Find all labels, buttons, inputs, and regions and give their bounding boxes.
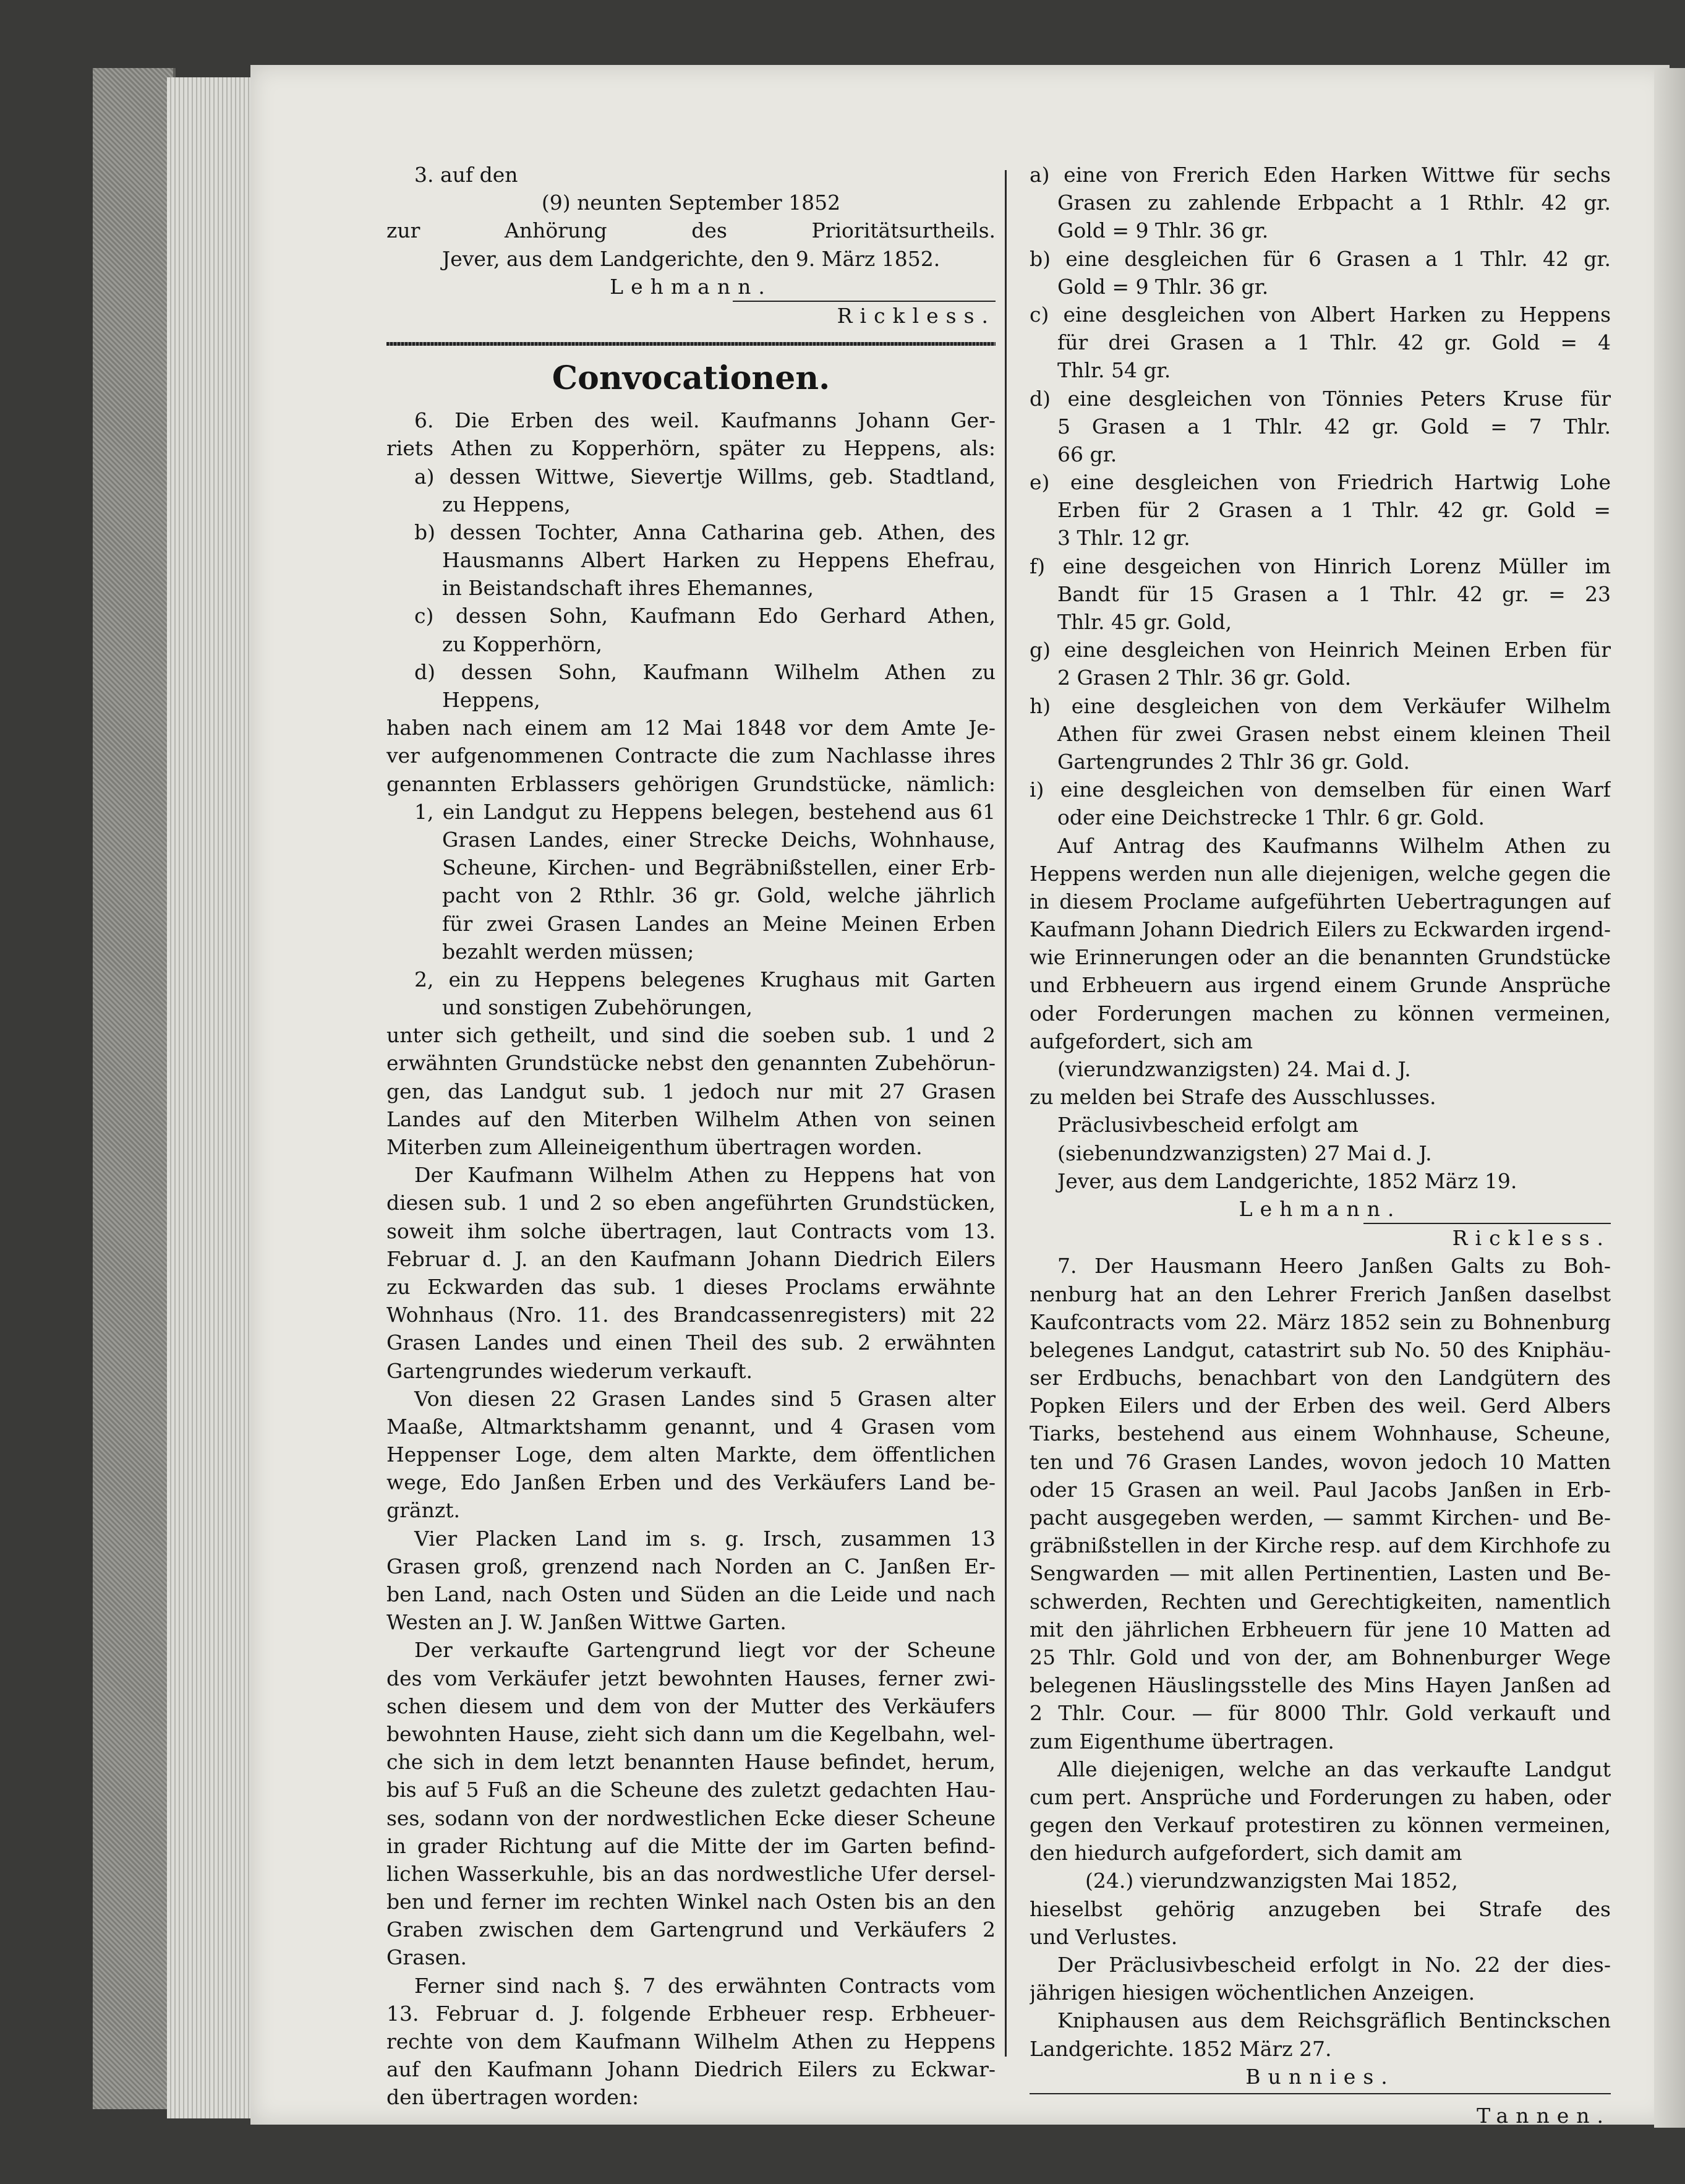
text-line: Thlr. 54 gr. — [1057, 358, 1171, 383]
text-line: 66 gr. — [1057, 442, 1117, 466]
column-divider — [1005, 170, 1007, 2057]
signature-rickless: Rickless. — [1452, 1226, 1611, 1251]
text-line: (24.) vierundzwanzigsten Mai 1852, — [1085, 1869, 1458, 1893]
text-line: Tiarks, bestehend aus einem Wohnhause, Scheune, — [1030, 1421, 1611, 1446]
text-line: oder eine Deichstrecke 1 Thlr. 6 gr. Gold. — [1057, 805, 1485, 830]
text-line: zu Heppens, — [442, 492, 571, 516]
text-line: a) dessen Wittwe, Sievertje Willms, geb. Stadtland, — [414, 464, 996, 489]
text-line: ses, sodann von der nordwestlichen Ecke dieser Scheune — [386, 1805, 996, 1830]
text-line: che sich in dem letzt benannten Hause befindet, herum, — [386, 1750, 996, 1775]
text-line: nenburg hat an den Lehrer Frerich Janßen daselbst — [1030, 1282, 1611, 1306]
text-line: d) eine desgleichen von Tönnies Peters Kruse für — [1030, 386, 1611, 411]
text-line: f) eine desgeichen von Hinrich Lorenz Müller im — [1030, 554, 1611, 578]
text-line: 2 Thlr. Cour. — für 8000 Thlr. Gold verkauft und — [1030, 1701, 1611, 1726]
text-line: Gartengrundes wiederum verkauft. — [386, 1358, 753, 1383]
text-line: in grader Richtung auf die Mitte der im Garten befind- — [386, 1833, 996, 1858]
text-line: pacht ausgegeben werden, — sammt Kirchen- und Be- — [1030, 1505, 1611, 1530]
convocation-7-text — [1030, 1252, 1611, 2062]
text-line: jährigen hiesigen wöchentlichen Anzeigen. — [1030, 1981, 1475, 2005]
text-line: Auf Antrag des Kaufmanns Wilhelm Athen zu — [1057, 833, 1611, 858]
text-line: Heppens werden nun alle diejenigen, welche gegen die — [1030, 861, 1611, 886]
text-line: Gold = 9 Thlr. 36 gr. — [1057, 274, 1269, 299]
text-line: Kaufmann Johann Diedrich Eilers zu Eckwarden irgend- — [1030, 917, 1611, 942]
signature-rickless: Rickless. — [837, 303, 996, 328]
text-line: Erben für 2 Grasen a 1 Thlr. 42 gr. Gold = — [1057, 498, 1611, 523]
text-line: Der Kaufmann Wilhelm Athen zu Heppens hat von — [414, 1163, 996, 1188]
text-line: rechte von dem Kaufmann Wilhelm Athen zu Heppens — [386, 2029, 996, 2053]
text-line: in Beistandschaft ihres Ehemannes, — [442, 576, 814, 601]
text-line: für zwei Grasen Landes an Meine Meinen Erben — [442, 911, 996, 936]
text-line: Bandt für 15 Grasen a 1 Thlr. 42 gr. = 23 — [1057, 581, 1611, 606]
text-line: 13. Februar d. J. folgende Erbheuer resp. Erbheuer- — [386, 2001, 996, 2026]
text-line: Grasen Landes und einen Theil des sub. 2 erwähnten — [386, 1330, 996, 1355]
text-line: Athen für zwei Grasen nebst einem kleinen Theil — [1057, 721, 1611, 746]
text-line: ten und 76 Grasen Landes, wovon jedoch 10 Matten — [1030, 1449, 1611, 1474]
text-line: Der verkaufte Gartengrund liegt vor der Scheune — [414, 1638, 996, 1663]
text-line: c) eine desgleichen von Albert Harken zu Heppens — [1030, 302, 1611, 327]
text-line: und Erbheuern aus irgend einem Grunde Ansprüche — [1030, 973, 1611, 998]
text-line: auf den Kaufmann Johann Diedrich Eilers zu Eckwar- — [386, 2057, 996, 2082]
text-line: ver aufgenommenen Contracte die zum Nachlasse ihres — [386, 743, 996, 768]
page-gutter — [1654, 68, 1685, 2128]
text-line: zu Kopperhörn, — [442, 632, 602, 656]
text-line: Kniphausen aus dem Reichsgräflich Bentinckschen — [1057, 2008, 1611, 2033]
text-line: bis auf 5 Fuß an die Scheune des zuletzt gedachten Hau- — [386, 1778, 996, 1802]
right-column — [1030, 161, 1611, 2130]
text-line: soweit ihm solche übertragen, laut Contracts vom 13. — [386, 1218, 996, 1243]
text-line: ben Land, nach Osten und Süden an die Leide und nach — [386, 1582, 996, 1606]
text-line: in diesem Proclame aufgeführten Uebertragungen auf — [1030, 889, 1611, 914]
text-line: h) eine desgleichen von dem Verkäufer Wilhelm — [1030, 693, 1611, 718]
text-line: unter sich getheilt, und sind die soeben sub. 1 und 2 — [386, 1023, 996, 1048]
text-line: Alle diejenigen, welche an das verkaufte Landgut — [1057, 1757, 1611, 1781]
text-line: Westen an J. W. Janßen Wittwe Garten. — [386, 1610, 787, 1635]
text-line: aufgefordert, sich am — [1030, 1029, 1253, 1053]
text-line: Wohnhaus (Nro. 11. des Brandcassenregisters) mit 22 — [386, 1303, 996, 1327]
text-line: g) eine desgleichen von Heinrich Meinen Erben für — [1030, 638, 1611, 662]
section-divider — [386, 342, 996, 346]
text-line: Miterben zum Alleineigenthum übertragen worden. — [386, 1135, 923, 1159]
text-line: gränzt. — [386, 1498, 460, 1523]
text-line: b) eine desgleichen für 6 Grasen a 1 Thlr. 42 gr. — [1030, 246, 1611, 271]
text-line: 3. auf den — [414, 163, 518, 187]
text-line: zu Eckwarden das sub. 1 dieses Proclams erwähnte — [386, 1274, 996, 1299]
text-line: 3 Thlr. 12 gr. — [1057, 526, 1190, 550]
text-line: Von diesen 22 Grasen Landes sind 5 Grasen alter — [414, 1386, 996, 1411]
signature-bunnies: Bunnies. — [1245, 2064, 1395, 2089]
book-cover-edge — [93, 68, 176, 2109]
section-heading: Convocationen. — [552, 359, 830, 398]
text-line: Heppenser Loge, dem alten Markte, dem öffentlichen — [386, 1442, 996, 1467]
text-line: i) eine desgleichen von demselben für einen Warf — [1030, 777, 1611, 802]
text-line: mit den jährlichen Erbheuern für jene 10 Matten ad — [1030, 1617, 1611, 1642]
text-line: für drei Grasen a 1 Thlr. 42 gr. Gold = 4 — [1057, 330, 1611, 355]
text-line: d) dessen Sohn, Kaufmann Wilhelm Athen zu — [414, 659, 996, 684]
text-line: Landes auf den Miterben Wilhelm Athen von seinen — [386, 1107, 996, 1131]
text-line: zum Eigenthume übertragen. — [1030, 1729, 1334, 1754]
text-line: 7. Der Hausmann Heero Janßen Galts zu Boh- — [1057, 1254, 1611, 1278]
text-line: (siebenundzwanzigsten) 27 Mai d. J. — [1057, 1141, 1432, 1165]
text-line: schwerden, Rechten und Gerechtigkeiten, namentlich — [1030, 1589, 1611, 1614]
text-line: 2, ein zu Heppens belegenes Krughaus mit Garten — [414, 967, 996, 991]
text-line: diesen sub. 1 und 2 so eben angeführten Grundstücken, — [386, 1191, 996, 1215]
text-line: oder 15 Grasen an weil. Paul Jacobs Janßen in Erb- — [1030, 1477, 1611, 1502]
signature-lehmann: Lehmann. — [1239, 1196, 1402, 1221]
text-line: bewohnten Hause, zieht sich dann um die Kegelbahn, wel- — [386, 1721, 996, 1746]
text-line: e) eine desgleichen von Friedrich Hartwig Lohe — [1030, 470, 1611, 495]
text-line: pacht von 2 Rthlr. 36 gr. Gold, welche jährlich — [442, 883, 996, 908]
text-line: Vier Placken Land im s. g. Irsch, zusammen 13 — [414, 1526, 996, 1551]
text-line: den übertragen worden: — [386, 2085, 639, 2110]
text-line: Gartengrundes 2 Thlr 36 gr. Gold. — [1057, 749, 1410, 774]
signature-tannen: Tannen. — [1477, 2103, 1611, 2128]
text-line: wie Erinnerungen oder an die benannten Grundstücke — [1030, 945, 1611, 970]
text-line: Februar d. J. an den Kaufmann Johann Diedrich Eilers — [386, 1246, 996, 1271]
convocation-6-text — [386, 406, 996, 2111]
text-line: Grasen zu zahlende Erbpacht a 1 Rthlr. 42 gr. — [1057, 191, 1611, 215]
text-line: (9) neunten September 1852 — [541, 191, 841, 215]
text-line: des vom Verkäufer jetzt bewohnten Hauses, ferner zwi- — [386, 1666, 996, 1690]
signature-lehmann: Lehmann. — [610, 274, 772, 299]
text-line: ben und ferner im rechten Winkel nach Osten bis an den — [386, 1890, 996, 1914]
text-line: Graben zwischen dem Gartengrund und Verkäufers 2 — [386, 1917, 996, 1942]
text-line: Kaufcontracts vom 22. März 1852 sein zu Bohnenburg — [1030, 1309, 1611, 1334]
text-line: Maaße, Altmarktshamm genannt, und 4 Grasen vom — [386, 1414, 996, 1439]
text-line: belegenen Häuslingsstelle des Mins Hayen Janßen ad — [1030, 1673, 1611, 1698]
text-line: den hiedurch aufgefordert, sich damit am — [1030, 1841, 1462, 1865]
text-line: Jever, aus dem Landgerichte, den 9. März 1852. — [442, 246, 941, 271]
text-line: wege, Edo Janßen Erben und des Verkäufers Land be- — [386, 1470, 996, 1495]
text-line: zur Anhörung des Prioritätsurtheils. — [386, 218, 996, 243]
text-line: riets Athen zu Kopperhörn, später zu Heppens, als: — [386, 436, 996, 461]
text-line: und Verlustes. — [1030, 1924, 1178, 1949]
text-line: gräbnißstellen in der Kirche resp. auf dem Kirchhofe zu — [1030, 1533, 1611, 1558]
text-line: Landgerichte. 1852 März 27. — [1030, 2036, 1332, 2061]
text-line: a) eine von Frerich Eden Harken Wittwe für sechs — [1030, 163, 1611, 187]
text-line: Sengwarden — mit allen Pertinentien, Lasten und Be- — [1030, 1561, 1611, 1586]
text-line: und sonstigen Zubehörungen, — [442, 995, 753, 1020]
text-line: Der Präclusivbescheid erfolgt in No. 22 der dies- — [1057, 1953, 1611, 1977]
text-line: Grasen Landes, einer Strecke Deichs, Wohnhause, — [442, 827, 996, 852]
text-line: (vierundzwanzigsten) 24. Mai d. J. — [1057, 1057, 1411, 1081]
text-line: oder Forderungen machen zu können vermeinen, — [1030, 1001, 1611, 1026]
text-line: 1, ein Landgut zu Heppens belegen, bestehend aus 61 — [414, 799, 996, 824]
left-column — [386, 161, 996, 2112]
text-line: b) dessen Tochter, Anna Catharina geb. Athen, des — [414, 520, 996, 544]
text-line: Heppens, — [442, 688, 540, 712]
text-line: gen, das Landgut sub. 1 jedoch nur mit 27 Grasen — [386, 1079, 996, 1103]
signature-rule — [1030, 2093, 1611, 2094]
text-line: Thlr. 45 gr. Gold, — [1057, 610, 1232, 634]
text-line: Präclusivbescheid erfolgt am — [1057, 1113, 1359, 1137]
text-line: ser Erdbuchs, benachbart von den Landgütern des — [1030, 1366, 1611, 1390]
text-line: c) dessen Sohn, Kaufmann Edo Gerhard Athen, — [414, 604, 996, 628]
text-line: Grasen. — [386, 1945, 467, 1970]
text-line: haben nach einem am 12 Mai 1848 vor dem Amte Je- — [386, 716, 996, 740]
text-line: 6. Die Erben des weil. Kaufmanns Johann Ger- — [414, 408, 996, 433]
text-line: belegenes Landgut, catastrirt sub No. 50 des Kniphäu- — [1030, 1337, 1611, 1362]
text-line: Hausmanns Albert Harken zu Heppens Ehefrau, — [442, 548, 996, 573]
text-line: schen diesem und dem von der Mutter des Verkäufers — [386, 1694, 996, 1718]
text-line: erwähnten Grundstücke nebst den genannten Zubehörun- — [386, 1051, 996, 1076]
text-line: gegen den Verkauf protestiren zu können vermeinen, — [1030, 1813, 1611, 1838]
text-line: Grasen groß, grenzend nach Norden an C. Janßen Er- — [386, 1554, 996, 1578]
text-line: 25 Thlr. Gold und von der, am Bohnenburger Wege — [1030, 1645, 1611, 1669]
text-line: 5 Grasen a 1 Thlr. 42 gr. Gold = 7 Thlr. — [1057, 414, 1611, 439]
text-line: genannten Erblassers gehörigen Grundstücke, nämlich: — [386, 771, 996, 796]
text-line: bezahlt werden müssen; — [442, 939, 694, 964]
text-line: Scheune, Kirchen- und Begräbnißstellen, einer Erb- — [442, 855, 996, 880]
text-line: cum pert. Ansprüche und Forderungen zu haben, oder — [1030, 1784, 1611, 1809]
text-line: Gold = 9 Thlr. 36 gr. — [1057, 218, 1269, 243]
text-line: Jever, aus dem Landgerichte, 1852 März 19. — [1057, 1168, 1517, 1193]
erbpacht-list — [1030, 161, 1611, 1195]
text-line: zu melden bei Strafe des Ausschlusses. — [1030, 1085, 1436, 1110]
text-line: hieselbst gehörig anzugeben bei Strafe des — [1030, 1896, 1611, 1921]
text-line: lichen Wasserkuhle, bis an das nordwestliche Ufer dersel- — [386, 1861, 996, 1886]
text-line: Popken Eilers und der Erben des weil. Gerd Albers — [1030, 1394, 1611, 1418]
page-edges — [167, 77, 254, 2118]
text-line: 2 Grasen 2 Thlr. 36 gr. Gold. — [1057, 666, 1352, 690]
text-line: Ferner sind nach §. 7 des erwähnten Contracts vom — [414, 1973, 996, 1998]
